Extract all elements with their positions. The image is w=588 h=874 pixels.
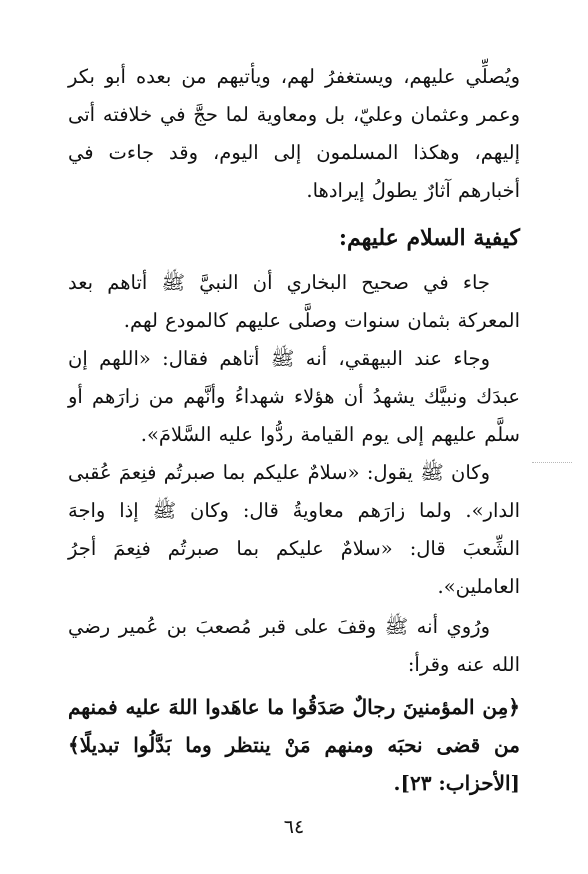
paragraph: وكان ﷺ يقول: «سلامٌ عليكم بما صبرتُم فنِعمَ عُقبى الدار». ولما زارَهم معاويةُ قال: وكان ﷺ إذا واجهَ الشِّعبَ قال: «سلامٌ عليكم بما صبرتُم فنِعمَ أجرُ العاملين». bbox=[68, 461, 520, 598]
section-heading: كيفية السلام عليهم: bbox=[338, 225, 520, 251]
paragraph-bukhari-block bbox=[68, 264, 520, 340]
quran-verse: ﴿مِن المؤمنينَ رجالٌ صَدَقُوا ما عاهَدوا اللهَ عليه فمنهم من قضى نحبَه ومنهم مَنْ ينتظر وما بَدَّلُوا تبديلًا﴾ [الأحزاب: ٢٣]. bbox=[68, 695, 520, 795]
quran-verse-block bbox=[68, 688, 520, 802]
paragraph-salam-block bbox=[68, 454, 520, 606]
paragraph: ورُوي أنه ﷺ وقفَ على قبر مُصعبَ بن عُمير رضي الله عنه وقرأ: bbox=[68, 615, 520, 676]
paragraph: وجاء عند البيهقي، أنه ﷺ أتاهم فقال: «اللهم إن عبدَك ونبيَّك يشهدُ أن هؤلاء شهداءُ وأنَّهم من زارَهم أو سلَّم عليهم إلى يوم القيامة ردُّوا عليه السَّلامَ». bbox=[68, 347, 520, 446]
paragraph: ويُصلِّي عليهم، ويستغفرُ لهم، ويأتيهم من بعده أبو بكر وعمر وعثمان وعليّ، بل ومعاوية لما حجَّ في خلافته أتى إليهم، وهكذا المسلمون إلى اليوم، وقد جاءت في أخبارهم آثارٌ يطولُ إيرادها. bbox=[68, 65, 520, 202]
page-number: ٦٤ bbox=[283, 816, 305, 838]
section-heading-block bbox=[68, 218, 520, 258]
paragraph-bayhaqi-block bbox=[68, 340, 520, 454]
paragraph-intro bbox=[68, 58, 520, 210]
paragraph-musab-block bbox=[68, 608, 520, 684]
paragraph: جاء في صحيح البخاري أن النبيَّ ﷺ أتاهم بعد المعركة بثمان سنوات وصلَّى عليهم كالمودع لهم. bbox=[68, 271, 520, 332]
margin-mark bbox=[532, 462, 572, 469]
